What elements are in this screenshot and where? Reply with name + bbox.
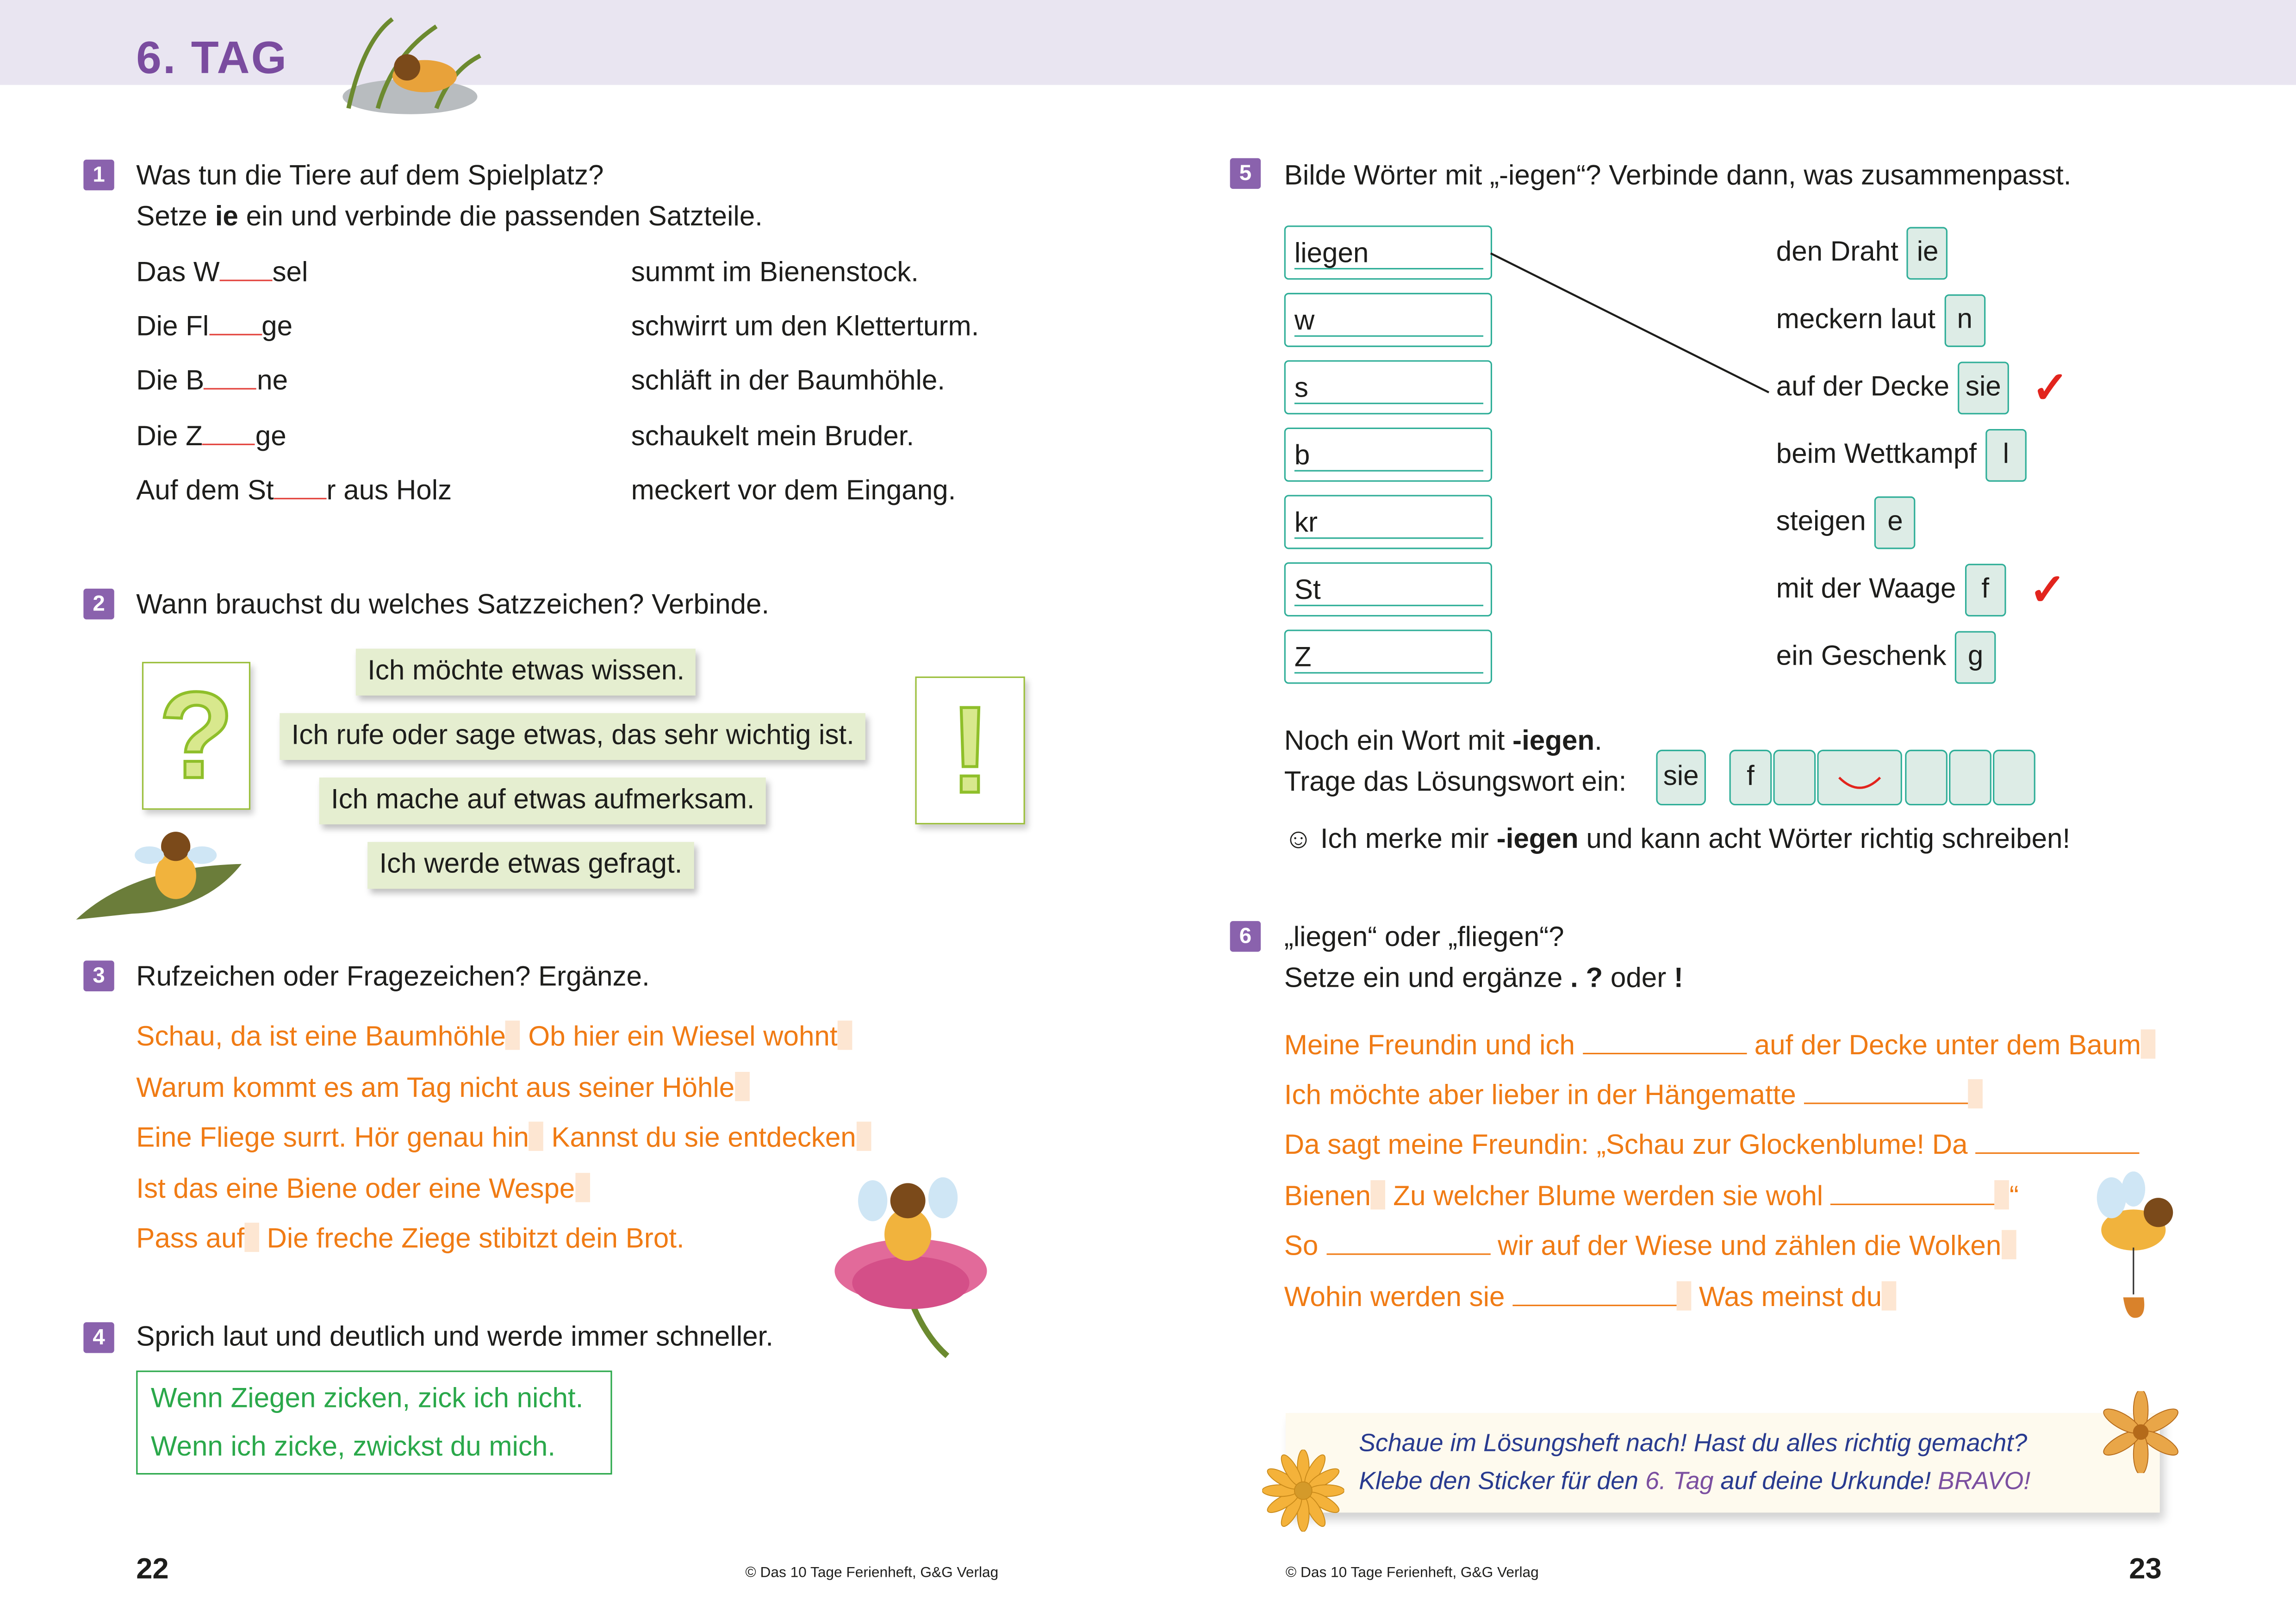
task6-instruction-2 [1284, 964, 1683, 996]
punctuation-blank[interactable] [506, 1020, 521, 1050]
sentence-start [136, 476, 452, 508]
text: Die Z [136, 422, 203, 453]
tongue-twister-box [136, 1370, 612, 1475]
write-line [1294, 672, 1483, 673]
solution-letter-box[interactable] [1773, 750, 1816, 805]
letter-box: sie [1958, 361, 2009, 414]
letter-box: e [1875, 497, 1916, 549]
write-line [1294, 537, 1483, 539]
letter-box: l [1985, 429, 2027, 482]
blank-input[interactable] [203, 423, 255, 445]
task-number-2: 2 [83, 589, 114, 619]
info-banner [1286, 1413, 2160, 1512]
word-text: Z [1294, 642, 1312, 674]
blank-input[interactable] [220, 259, 273, 281]
text: sel [272, 257, 308, 289]
word-text: St [1294, 575, 1321, 606]
solution-letter-box[interactable] [1817, 750, 1902, 805]
task1-instruction: Was tun die Tiere auf dem Spielplatz? [136, 161, 604, 192]
sentence-card[interactable]: Ich rufe oder sage etwas, das sehr wichtig ist. [280, 713, 866, 760]
task-number-6: 6 [1230, 921, 1261, 952]
blank-input[interactable] [274, 477, 327, 499]
text: Die freche Ziege stibitzt dein Brot. [259, 1224, 684, 1255]
punctuation-blank[interactable] [2001, 1230, 2016, 1259]
extra-word-prompt [1284, 726, 1602, 759]
text: Was meinst du [1691, 1282, 1882, 1313]
copyright-left: © Das 10 Tage Ferienheft, G&G Verlag [745, 1565, 999, 1582]
sentence-line [136, 1071, 749, 1105]
exclamation-mark-card: ! [915, 677, 1025, 825]
letter-box: n [1944, 294, 1985, 347]
phrase-item [1776, 294, 1985, 347]
write-line [1294, 605, 1483, 606]
sentence-card[interactable]: Ich werde etwas gefragt. [367, 842, 694, 889]
text: Bienen [1284, 1181, 1371, 1213]
phrase-text: mit der Waage [1776, 574, 1956, 605]
word-box[interactable] [1284, 562, 1492, 616]
text: ein und verbinde die passenden Satzteile. [238, 202, 763, 233]
sentence-line [1284, 1180, 2019, 1214]
letter-box: f [1965, 564, 2006, 616]
punctuation-blank[interactable] [575, 1172, 590, 1201]
word-blank[interactable] [1804, 1083, 1967, 1104]
solution-letter-box[interactable] [1949, 750, 1991, 805]
copyright-right: © Das 10 Tage Ferienheft, G&G Verlag [1285, 1565, 1539, 1582]
punctuation: ! [1674, 963, 1683, 995]
sentence-line [1284, 1080, 1983, 1114]
text: So [1284, 1232, 1326, 1263]
sentence-start [136, 312, 292, 344]
sentence-end: schläft in der Baumhöhle. [631, 366, 946, 397]
banner-line-1: Schaue im Lösungsheft nach! Hast du alles richtig gemacht? [1359, 1429, 2028, 1457]
punctuation-blank[interactable] [1995, 1180, 2010, 1209]
text: “ [2009, 1181, 2019, 1213]
flying-bee-illustration [2067, 1171, 2199, 1321]
solution-label: Trage das Lösungswort ein: [1284, 767, 1627, 798]
phrase-text: meckern laut [1776, 305, 1935, 336]
phrase-text: ein Geschenk [1776, 641, 1947, 672]
task-number-5: 5 [1230, 158, 1261, 189]
solution-letter-box[interactable]: f [1730, 750, 1772, 805]
sentence-line [136, 1122, 871, 1156]
text: Ich möchte aber lieber in der Hängematte [1284, 1081, 1804, 1112]
task-number-3: 3 [83, 961, 114, 991]
text: 6. Tag [1645, 1467, 1714, 1495]
phrase-text: auf der Decke [1776, 372, 1950, 403]
word-text: w [1294, 306, 1315, 337]
flower-icon [2103, 1391, 2179, 1473]
word-blank[interactable] [1326, 1233, 1490, 1255]
sentence-line [1284, 1130, 2140, 1162]
banner-line-2 [1359, 1467, 2030, 1496]
phrase-text: den Draht [1776, 237, 1898, 268]
text: Setze ein und ergänze [1284, 963, 1571, 995]
memo-line [1284, 824, 2070, 857]
sentence-start [136, 366, 288, 398]
sentence-end: schaukelt mein Bruder. [631, 422, 915, 453]
punctuation-blank[interactable] [244, 1223, 259, 1252]
word-text: liegen [1294, 238, 1369, 270]
word-box[interactable] [1284, 629, 1492, 684]
solution-letter-box[interactable] [1993, 750, 2035, 805]
text: Das W [136, 257, 220, 289]
sentence-line [1284, 1230, 2016, 1264]
phrase-item [1776, 497, 1916, 549]
punctuation-blank[interactable] [1371, 1180, 1386, 1209]
phrase-item [1776, 429, 2027, 482]
bee-on-flower-illustration [823, 1169, 999, 1362]
text: Ist das eine Biene oder eine Wespe [136, 1173, 575, 1205]
text: Setze [136, 202, 215, 233]
sentence-end: summt im Bienenstock. [631, 257, 919, 289]
solution-letter-box[interactable]: sie [1656, 750, 1706, 805]
write-line [1294, 470, 1483, 472]
write-line [1294, 336, 1483, 337]
text: ge [255, 422, 286, 453]
question-mark-card: ? [142, 662, 250, 810]
word-text: b [1294, 441, 1310, 472]
text: auf der Decke unter dem Baum [1747, 1031, 2141, 1062]
task-number-1: 1 [83, 160, 114, 190]
text: BRAVO! [1938, 1467, 2031, 1495]
page-number-left: 22 [136, 1553, 169, 1586]
text: Eine Fliege surrt. Hör genau hin [136, 1123, 529, 1154]
task3-instruction: Rufzeichen oder Fragezeichen? Ergänze. [136, 962, 650, 993]
text: r aus Holz [326, 476, 452, 507]
task5-instruction: Bilde Wörter mit „-iegen“? Verbinde dann, was zusammenpasst. [1284, 161, 2072, 192]
check-mark-icon: ✓ [2032, 364, 2069, 412]
phrase-text: steigen [1776, 506, 1866, 538]
word-box[interactable] [1284, 293, 1492, 347]
punctuation-blank[interactable] [734, 1071, 749, 1100]
text: ne [257, 366, 288, 397]
text: Zu welcher Blume werden sie wohl [1385, 1181, 1831, 1213]
punctuation-blank[interactable] [1677, 1281, 1692, 1310]
word-text: kr [1294, 508, 1318, 539]
write-line [1294, 403, 1483, 404]
text: auf deine Urkunde! [1713, 1467, 1938, 1495]
word-blank[interactable] [1583, 1033, 1747, 1054]
connection-line [1486, 246, 1779, 400]
word-text: s [1294, 373, 1308, 404]
sentence-card[interactable]: Ich möchte etwas wissen. [356, 649, 697, 696]
text: Die B [136, 366, 205, 397]
sleeping-bee-illustration [334, 12, 486, 120]
page-title: 6. TAG [136, 32, 288, 84]
smiley-icon: ☺ [1284, 824, 1313, 855]
sentence-start [136, 258, 308, 290]
text: Pass auf [136, 1224, 245, 1255]
text: Wohin werden sie [1284, 1282, 1513, 1313]
bold-iegen: -iegen [1512, 726, 1595, 757]
text: ge [261, 311, 293, 343]
sentence-line [136, 1223, 684, 1257]
task1-instruction-2 [136, 202, 763, 235]
punctuation-blank[interactable] [1968, 1080, 1983, 1109]
word-blank[interactable] [1975, 1131, 2139, 1153]
sentence-line [1284, 1029, 2156, 1063]
text: Meine Freundin und ich [1284, 1031, 1583, 1062]
text: . [1594, 726, 1602, 757]
word-box[interactable] [1284, 428, 1492, 482]
word-blank[interactable] [1512, 1283, 1676, 1305]
sentence-card[interactable]: Ich mache auf etwas aufmerksam. [319, 778, 766, 824]
punctuation-blank[interactable] [2141, 1029, 2156, 1058]
write-line [1294, 268, 1483, 269]
tongue-twister-line: Wenn Ziegen zicken, zick ich nicht. [150, 1383, 584, 1415]
task6-instruction: „liegen“ oder „fliegen“? [1284, 922, 1564, 953]
text: Warum kommt es am Tag nicht aus seiner Höhle [136, 1072, 735, 1103]
sentence-line [136, 1020, 852, 1054]
blank-input[interactable] [209, 313, 261, 335]
sentence-line [136, 1172, 590, 1206]
task-number-4: 4 [83, 1322, 114, 1353]
blank-input[interactable] [204, 367, 257, 389]
word-box[interactable] [1284, 360, 1492, 414]
task2-instruction: Wann brauchst du welches Satzzeichen? Verbinde. [136, 590, 770, 621]
phrase-item [1776, 227, 1948, 280]
check-mark-icon: ✓ [2029, 566, 2066, 615]
text: Auf dem St [136, 476, 274, 507]
text: Ich merke mir [1313, 824, 1497, 855]
text: Noch ein Wort mit [1284, 726, 1513, 757]
text: Da sagt meine Freundin: „Schau zur Glockenblume! Da [1284, 1130, 1976, 1161]
word-box[interactable] [1284, 225, 1492, 280]
sentence-start [136, 422, 286, 454]
page-number-right: 23 [2129, 1553, 2162, 1586]
text: Klebe den Sticker für den [1359, 1467, 1646, 1495]
punctuation-blank[interactable] [838, 1020, 852, 1050]
word-blank[interactable] [1831, 1183, 1995, 1205]
task4-instruction: Sprich laut und deutlich und werde immer schneller. [136, 1322, 773, 1353]
flower-icon [1262, 1450, 1344, 1531]
sentence-line [1284, 1281, 1897, 1314]
punctuation-blank[interactable] [856, 1122, 871, 1151]
word-box[interactable] [1284, 495, 1492, 549]
smile-mark-icon [1830, 772, 1889, 801]
text: Kannst du sie entdecken [543, 1123, 856, 1154]
punctuation-blank[interactable] [1882, 1281, 1897, 1310]
phrase-text: beim Wettkampf [1776, 439, 1977, 470]
letter-box: g [1955, 631, 1996, 684]
bold-iegen: -iegen [1496, 824, 1579, 855]
bold-ie: ie [215, 202, 238, 233]
text: und kann acht Wörter richtig schreiben! [1578, 824, 2071, 855]
letter-box: ie [1907, 227, 1948, 280]
sentence-end: meckert vor dem Eingang. [631, 476, 956, 507]
tongue-twister-line: Wenn ich zicke, zwickst du mich. [150, 1432, 556, 1463]
text: Ob hier ein Wiesel wohnt [520, 1022, 838, 1053]
phrase-item [1776, 564, 2066, 616]
sentence-end: schwirrt um den Kletterturm. [631, 311, 979, 343]
text: oder [1610, 963, 1674, 995]
phrase-item [1776, 631, 1996, 684]
phrase-item [1776, 361, 2069, 414]
text: wir auf der Wiese und zählen die Wolken [1490, 1232, 2002, 1263]
punctuation: . ? [1570, 963, 1611, 995]
solution-letter-box[interactable] [1905, 750, 1948, 805]
text: Schau, da ist eine Baumhöhle [136, 1022, 506, 1053]
text: Die Fl [136, 311, 209, 343]
bee-on-leaf-illustration [73, 823, 246, 928]
punctuation-blank[interactable] [529, 1122, 544, 1151]
